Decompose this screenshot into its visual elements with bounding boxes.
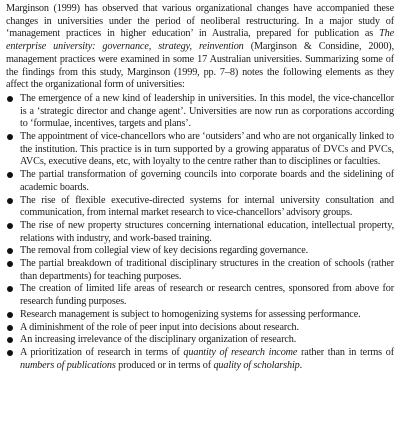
list-item xyxy=(6,245,394,258)
list-item xyxy=(6,93,394,131)
list-item xyxy=(6,322,394,335)
list-item-text: The emergence of a new kind of leadership in universities. In this model, the vice-chancellor is a ‘strategic director and change agent’. Universities are now run as corporations according to ‘formulae, incentives, targets and plans’. xyxy=(20,92,394,130)
emphasis-research-income: quantity of research income xyxy=(183,346,298,358)
list-item-text: The removal from collegial view of key decisions regarding governance. xyxy=(20,245,309,257)
list-item-text: The appointment of vice-chancellors who are ‘outsiders’ and who are not organically linked to the institution. This practice is in turn supported by a growing apparatus of DVCs and PVCs, AVCs, executive deans, etc, with loyalty to the centre rather than to disciplines or faculties. xyxy=(20,131,394,168)
list-item-text: Research management is subject to homogenizing systems for assessing performance. xyxy=(20,308,361,320)
list-item xyxy=(6,220,394,245)
list-item xyxy=(6,195,394,220)
list-item-text: The partial breakdown of traditional disciplinary structures in the creation of schools (rather than departments) for teaching purposes. xyxy=(20,258,394,282)
list-item xyxy=(6,309,394,322)
bullet-icon xyxy=(7,248,13,254)
bullet-icon xyxy=(7,337,13,343)
list-item-text: The rise of flexible executive-directed systems for internal university consultation and communication, from internal market research to vice-chancellors’ advisory groups. xyxy=(20,194,394,219)
book-title: The enterprise university: governance, strategy, reinvention xyxy=(6,28,394,53)
list-item-text: The partial transformation of governing councils into corporate boards and the sidelining of academic boards. xyxy=(20,169,394,193)
findings-list xyxy=(6,93,394,372)
bullet-icon xyxy=(7,261,13,267)
bullet-icon xyxy=(7,223,13,229)
bullet-icon xyxy=(7,350,13,356)
emphasis-publications: numbers of publications xyxy=(20,359,116,371)
bullet-icon xyxy=(7,286,13,292)
list-item-text: A diminishment of the role of peer input into decisions about research. xyxy=(20,321,299,333)
list-item-text: An increasing irrelevance of the disciplinary organization of research. xyxy=(20,334,297,346)
list-item xyxy=(6,283,394,308)
intro-text-part-1: Marginson (1999) has observed that various organizational changes have accompanied these changes in universities under the period of neoliberal restructuring. In a major study of ‘management practices in higher education’ in Australia, prepared for publication as xyxy=(6,3,394,40)
bullet-icon xyxy=(7,134,13,140)
emphasis-scholarship: quality of scholarship xyxy=(213,359,300,371)
last-text-e: produced or in terms of xyxy=(115,359,214,371)
bullet-icon xyxy=(7,172,13,178)
list-item-text: The rise of new property structures concerning international education, intellectual property, relations with industry, and work-based training. xyxy=(20,219,394,244)
bullet-icon xyxy=(7,325,13,331)
list-item xyxy=(6,169,394,194)
bullet-icon xyxy=(7,96,13,102)
last-text-a: A prioritization of research in terms of xyxy=(20,346,184,358)
list-item xyxy=(6,131,394,169)
bullet-icon xyxy=(7,312,13,318)
list-item xyxy=(6,258,394,283)
intro-paragraph xyxy=(6,3,394,92)
list-item-last xyxy=(6,347,394,372)
list-item-text: The creation of limited life areas of research or research centres, sponsored from above for research funding purposes. xyxy=(20,283,394,308)
intro-text-part-2: (Marginson & Considine, 2000), management practices were examined in some 17 Australian universities. Summarizing some of the findings from this study, Marginson (1999, pp. 7–8) notes the following elements as they affect the organizational form of universities: xyxy=(6,41,394,91)
last-text-c: rather than in terms of xyxy=(297,346,394,358)
last-text-g: . xyxy=(299,359,303,371)
list-item xyxy=(6,334,394,347)
bullet-icon xyxy=(7,198,13,204)
